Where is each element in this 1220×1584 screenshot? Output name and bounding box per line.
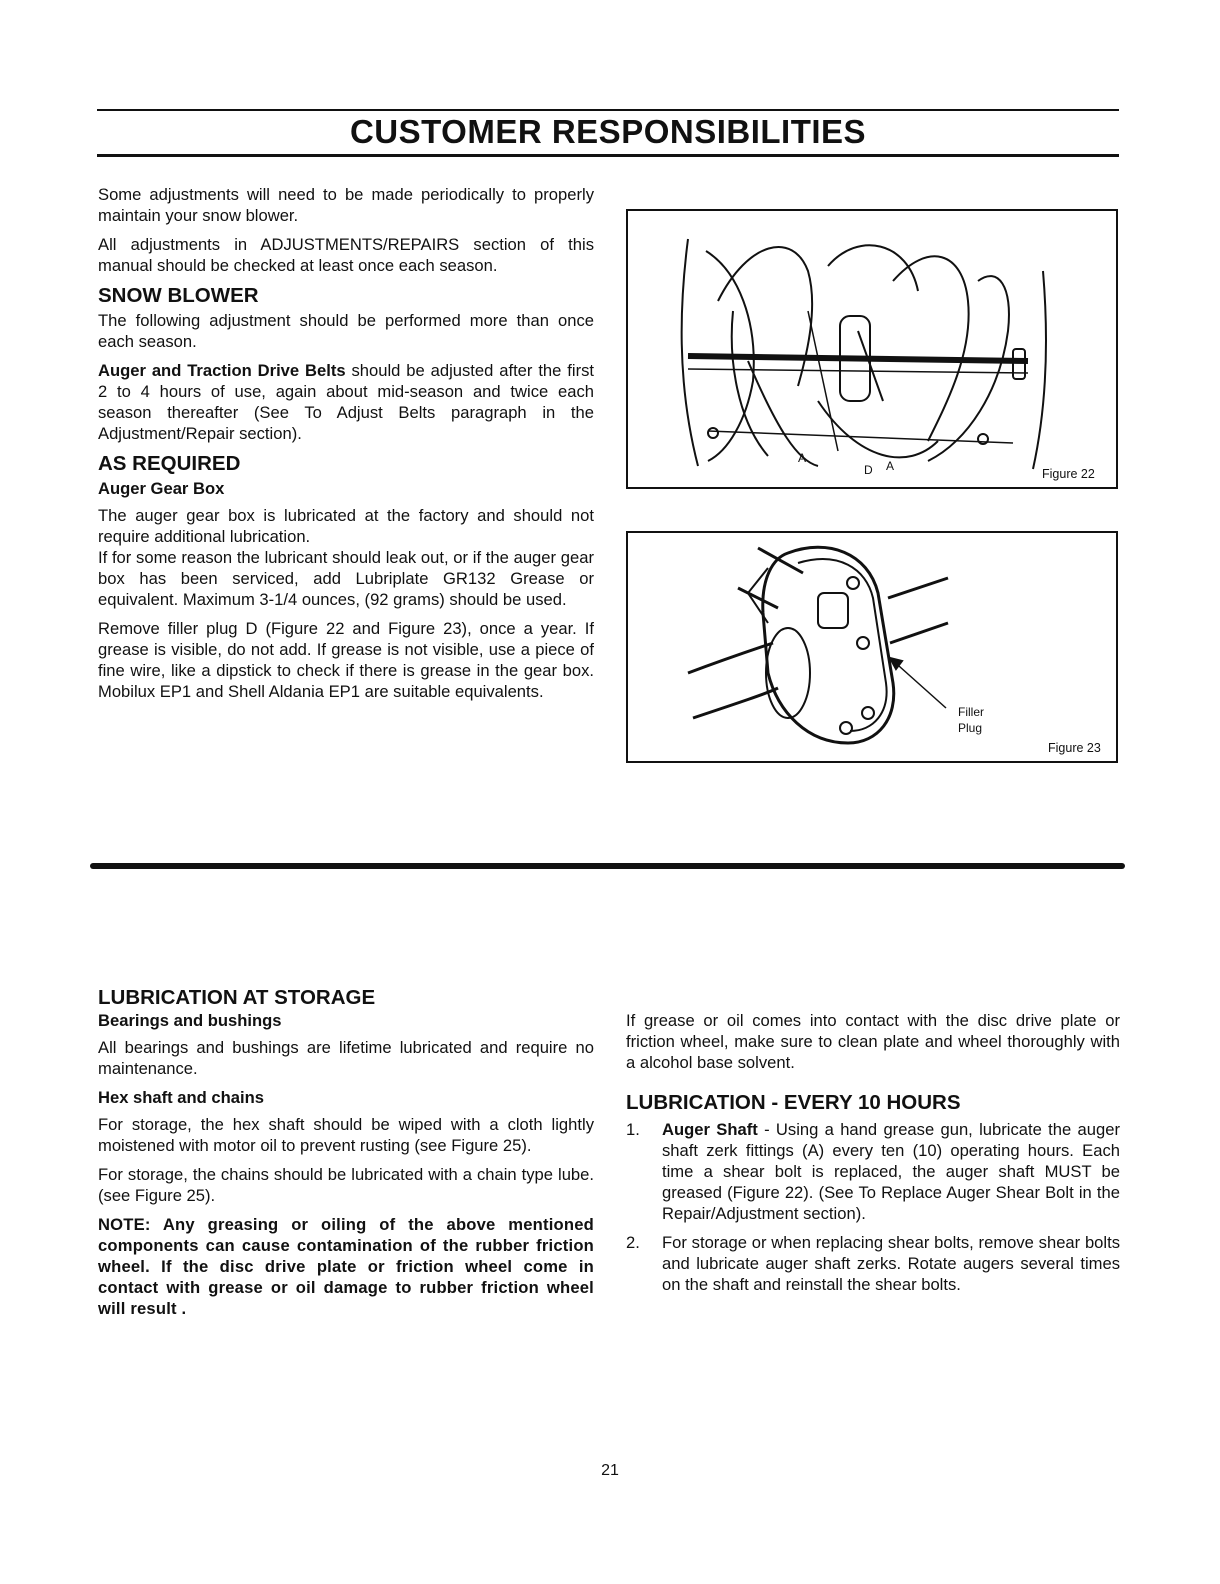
storage-heading: LUBRICATION AT STORAGE [98, 986, 376, 1009]
figure-22-caption: Figure 22 [1042, 467, 1095, 481]
gear-box-paragraph-3: Remove filler plug D (Figure 22 and Figure 23), once a year. If grease is visible, do not add. If grease is not visible, use a piece of fine wire, like a dipstick to check if there is grease in the gear box. Mobilux EP1 and Shell Aldania EP1 are suitable equivalents. [98, 619, 594, 701]
every-10-hours-heading: LUBRICATION - EVERY 10 HOURS [626, 1091, 961, 1114]
figure-22 [626, 209, 1118, 489]
as-required-heading: AS REQUIRED [98, 452, 241, 475]
figure-22-label-a-left: A [798, 451, 807, 465]
figure-23-label-filler: Filler [958, 705, 984, 719]
page-number: 21 [601, 1462, 619, 1479]
title-rule [97, 154, 1119, 157]
step-1 [626, 1119, 1120, 1224]
lubrication-steps [626, 1119, 1120, 1295]
lower-left-column [98, 982, 594, 1327]
step-1-lead: Auger Shaft [662, 1120, 758, 1139]
lower-right-column [626, 1010, 1120, 1303]
step-2-text: For storage or when replacing shear bolts, remove shear bolts and lubricate auger shaft zerks. Rotate augers several times on the shaft and reinstall the shear bolts. [662, 1233, 1120, 1294]
auger-gear-box-heading: Auger Gear Box [98, 479, 225, 498]
figure-23 [626, 531, 1118, 763]
intro-paragraph-2: All adjustments in ADJUSTMENTS/REPAIRS section of this manual should be checked at least once each season. [98, 235, 594, 275]
snow-blower-paragraph: The following adjustment should be performed more than once each season. [98, 311, 594, 351]
grease-oil-paragraph: If grease or oil comes into contact with the disc drive plate or friction wheel, make sure to clean plate and wheel thoroughly with a alcohol base solvent. [626, 1011, 1120, 1072]
figure-23-label-plug: Plug [958, 721, 983, 735]
snow-blower-heading: SNOW BLOWER [98, 284, 259, 307]
auger-illustration [628, 211, 1116, 487]
step-1-number: 1. [626, 1120, 640, 1139]
section-separator [90, 863, 1125, 869]
gear-box-illustration [628, 533, 1116, 761]
upper-left-column [98, 184, 594, 710]
gear-box-paragraph-2: If for some reason the lubricant should leak out, or if the auger gear box has been serviced, add Lubriplate GR132 Grease or equivalent. Maximum 3-1/4 ounces, (92 grams) should be used. [98, 548, 594, 609]
chains-paragraph: For storage, the chains should be lubricated with a chain type lube. (see Figure 25). [98, 1165, 594, 1205]
hex-shaft-heading: Hex shaft and chains [98, 1088, 264, 1107]
bearings-heading: Bearings and bushings [98, 1011, 282, 1030]
step-1-text: - Using a hand grease gun, lubricate the auger shaft zerk fittings (A) every ten (10) operating hours. Each time a shear bolt is replaced, the auger shaft MUST be greased (Figure 22). (See To Replace Auger Shear Bolt in the Repair/Adjustment section). [662, 1120, 1120, 1223]
figure-23-caption: Figure 23 [1048, 741, 1101, 755]
hex-shaft-paragraph: For storage, the hex shaft should be wiped with a cloth lightly moistened with motor oil to prevent rusting (see Figure 25). [98, 1115, 594, 1155]
storage-note: NOTE: Any greasing or oiling of the above mentioned components can cause contamination of the rubber friction wheel. If the disc drive plate or friction wheel come in contact with grease or oil damage to rubber friction wheel will result . [98, 1215, 594, 1318]
belts-lead: Auger and Traction Drive Belts [98, 361, 346, 380]
belts-text: should be adjusted after the first 2 to 4 hours of use, again about mid-season and twice each season thereafter (See To Adjust Belts paragraph in the Adjustment/Repair section). [98, 361, 594, 443]
page-title: CUSTOMER RESPONSIBILITIES [349, 113, 867, 150]
bearings-paragraph: All bearings and bushings are lifetime lubricated and require no maintenance. [98, 1038, 594, 1078]
step-2 [626, 1232, 1120, 1295]
figure-22-label-a-right: A [886, 459, 895, 473]
step-2-number: 2. [626, 1233, 640, 1252]
gear-box-paragraph-1: The auger gear box is lubricated at the factory and should not require additional lubrication. [98, 506, 594, 546]
figure-22-label-d: D [864, 463, 873, 477]
belts-paragraph [98, 360, 594, 444]
intro-paragraph-1: Some adjustments will need to be made periodically to properly maintain your snow blower. [98, 185, 594, 225]
